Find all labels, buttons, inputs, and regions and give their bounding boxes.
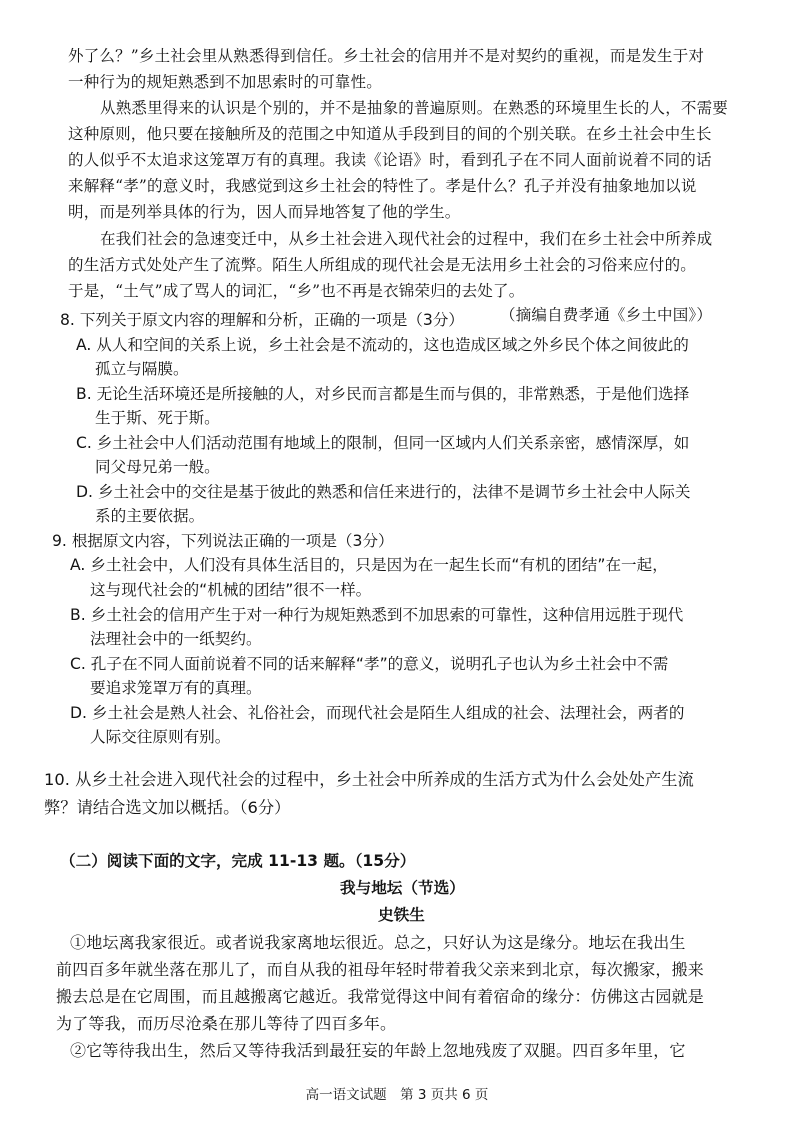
option-d: D. 乡土社会是熟人社会、礼俗社会，而现代社会是陌生人组成的社会、法理社会，两者的	[70, 704, 685, 722]
option-d-cont: 人际交往原则有别。	[90, 728, 231, 746]
question-stem-cont: 弊？请结合选文加以概括。（6分）	[44, 798, 291, 817]
section-heading: （二）阅读下面的文字，完成 11-13 题。（15分）	[60, 852, 416, 870]
passage-line: 从熟悉里得来的认识是个别的，并不是抽象的普遍原则。在熟悉的环境里生长的人，不需要	[100, 99, 729, 117]
option-b: B. 无论生活环境还是所接触的人，对乡民而言都是生而与俱的，非常熟悉，于是他们选择	[76, 385, 690, 403]
option-c-cont: 同父母兄弟一般。	[95, 458, 220, 476]
article-line: 为了等我，而历尽沧桑在那儿等待了四百多年。	[56, 1014, 397, 1033]
article-title: 我与地坛（节选）	[340, 879, 465, 897]
option-c-cont: 要追求笼罩万有的真理。	[90, 679, 262, 697]
article-line: ②它等待我出生，然后又等待我活到最狂妄的年龄上忽地残废了双腿。四百多年里，它	[70, 1041, 686, 1060]
option-d-cont: 系的主要依据。	[95, 507, 205, 525]
option-b-cont: 法理社会中的一纸契约。	[90, 630, 262, 648]
option-c: C. 乡土社会中人们活动范围有地域上的限制，但同一区域内人们关系亲密，感情深厚，如	[76, 434, 690, 452]
passage-line: 于是，“土气”成了骂人的词汇，“乡”也不再是衣锦荣归的去处了。	[68, 282, 525, 300]
article-author: 史铁生	[378, 906, 425, 924]
passage-line: 的人似乎不太追求这笼罩万有的真理。我读《论语》时，看到孔子在不同人面前说着不同的话	[68, 151, 712, 169]
article-line: ①地坛离我家很近。或者说我家离地坛很近。总之，只好认为这是缘分。地坛在我出生	[70, 933, 686, 952]
passage-line: 来解释“孝”的意义时，我感觉到这乡土社会的特性了。孝是什么？孔子并没有抽象地加以说	[68, 177, 697, 195]
passage-line: 这种原则，他只要在接触所及的范围之中知道从手段到目的间的个别关联。在乡土社会中生长	[68, 125, 712, 143]
option-d: D. 乡土社会中的交往是基于彼此的熟悉和信任来进行的，法律不是调节乡土社会中人际关	[76, 483, 691, 501]
page-footer: 高一语文试题 第 3 页共 6 页	[305, 1087, 489, 1103]
option-a: A. 从人和空间的关系上说，乡土社会是不流动的，这也造成区域之外乡民个体之间彼此的	[76, 336, 689, 354]
passage-line: 的生活方式处处产生了流弊。陌生人所组成的现代社会是无法用乡土社会的习俗来应付的。	[68, 256, 697, 274]
question-stem: 8. 下列关于原文内容的理解和分析，正确的一项是（3分）	[60, 311, 465, 329]
option-c: C. 孔子在不同人面前说着不同的话来解释“孝”的意义，说明孔子也认为乡土社会中不需	[70, 655, 669, 673]
passage-line: 外了么？”乡土社会里从熟悉得到信任。乡土社会的信用并不是对契约的重视，而是发生于对	[68, 47, 705, 65]
option-b-cont: 生于斯、死于斯。	[95, 409, 220, 427]
question-stem: 10. 从乡土社会进入现代社会的过程中，乡土社会中所养成的生活方式为什么会处处产生流	[44, 770, 694, 789]
article-line: 前四百多年就坐落在那儿了，而自从我的祖母年轻时带着我父亲来到北京，每次搬家，搬来	[56, 960, 705, 979]
option-a: A. 乡土社会中，人们没有具体生活目的，只是因为在一起生长而“有机的团结”在一起，	[70, 556, 668, 574]
passage-line: 一种行为的规矩熟悉到不加思索时的可靠性。	[68, 73, 383, 91]
passage-line: 明，而是列举具体的行为，因人而异地答复了他的学生。	[68, 203, 461, 221]
question-stem: 9. 根据原文内容，下列说法正确的一项是（3分）	[52, 532, 394, 550]
option-a-cont: 孤立与隔膜。	[95, 360, 189, 378]
option-b: B. 乡土社会的信用产生于对一种行为规矩熟悉到不加思索的可靠性，这种信用远胜于现代	[70, 606, 684, 624]
passage-line: 在我们社会的急速变迁中，从乡土社会进入现代社会的过程中，我们在乡土社会中所养成	[100, 230, 713, 248]
article-line: 搬去总是在它周围，而且越搬离它越近。我常觉得这中间有着宿命的缘分：仿佛这古园就是	[56, 987, 705, 1006]
option-a-cont: 这与现代社会的“机械的团结”很不一样。	[90, 581, 372, 599]
passage-source: （摘编自费孝通《乡土中国》）	[500, 306, 713, 324]
